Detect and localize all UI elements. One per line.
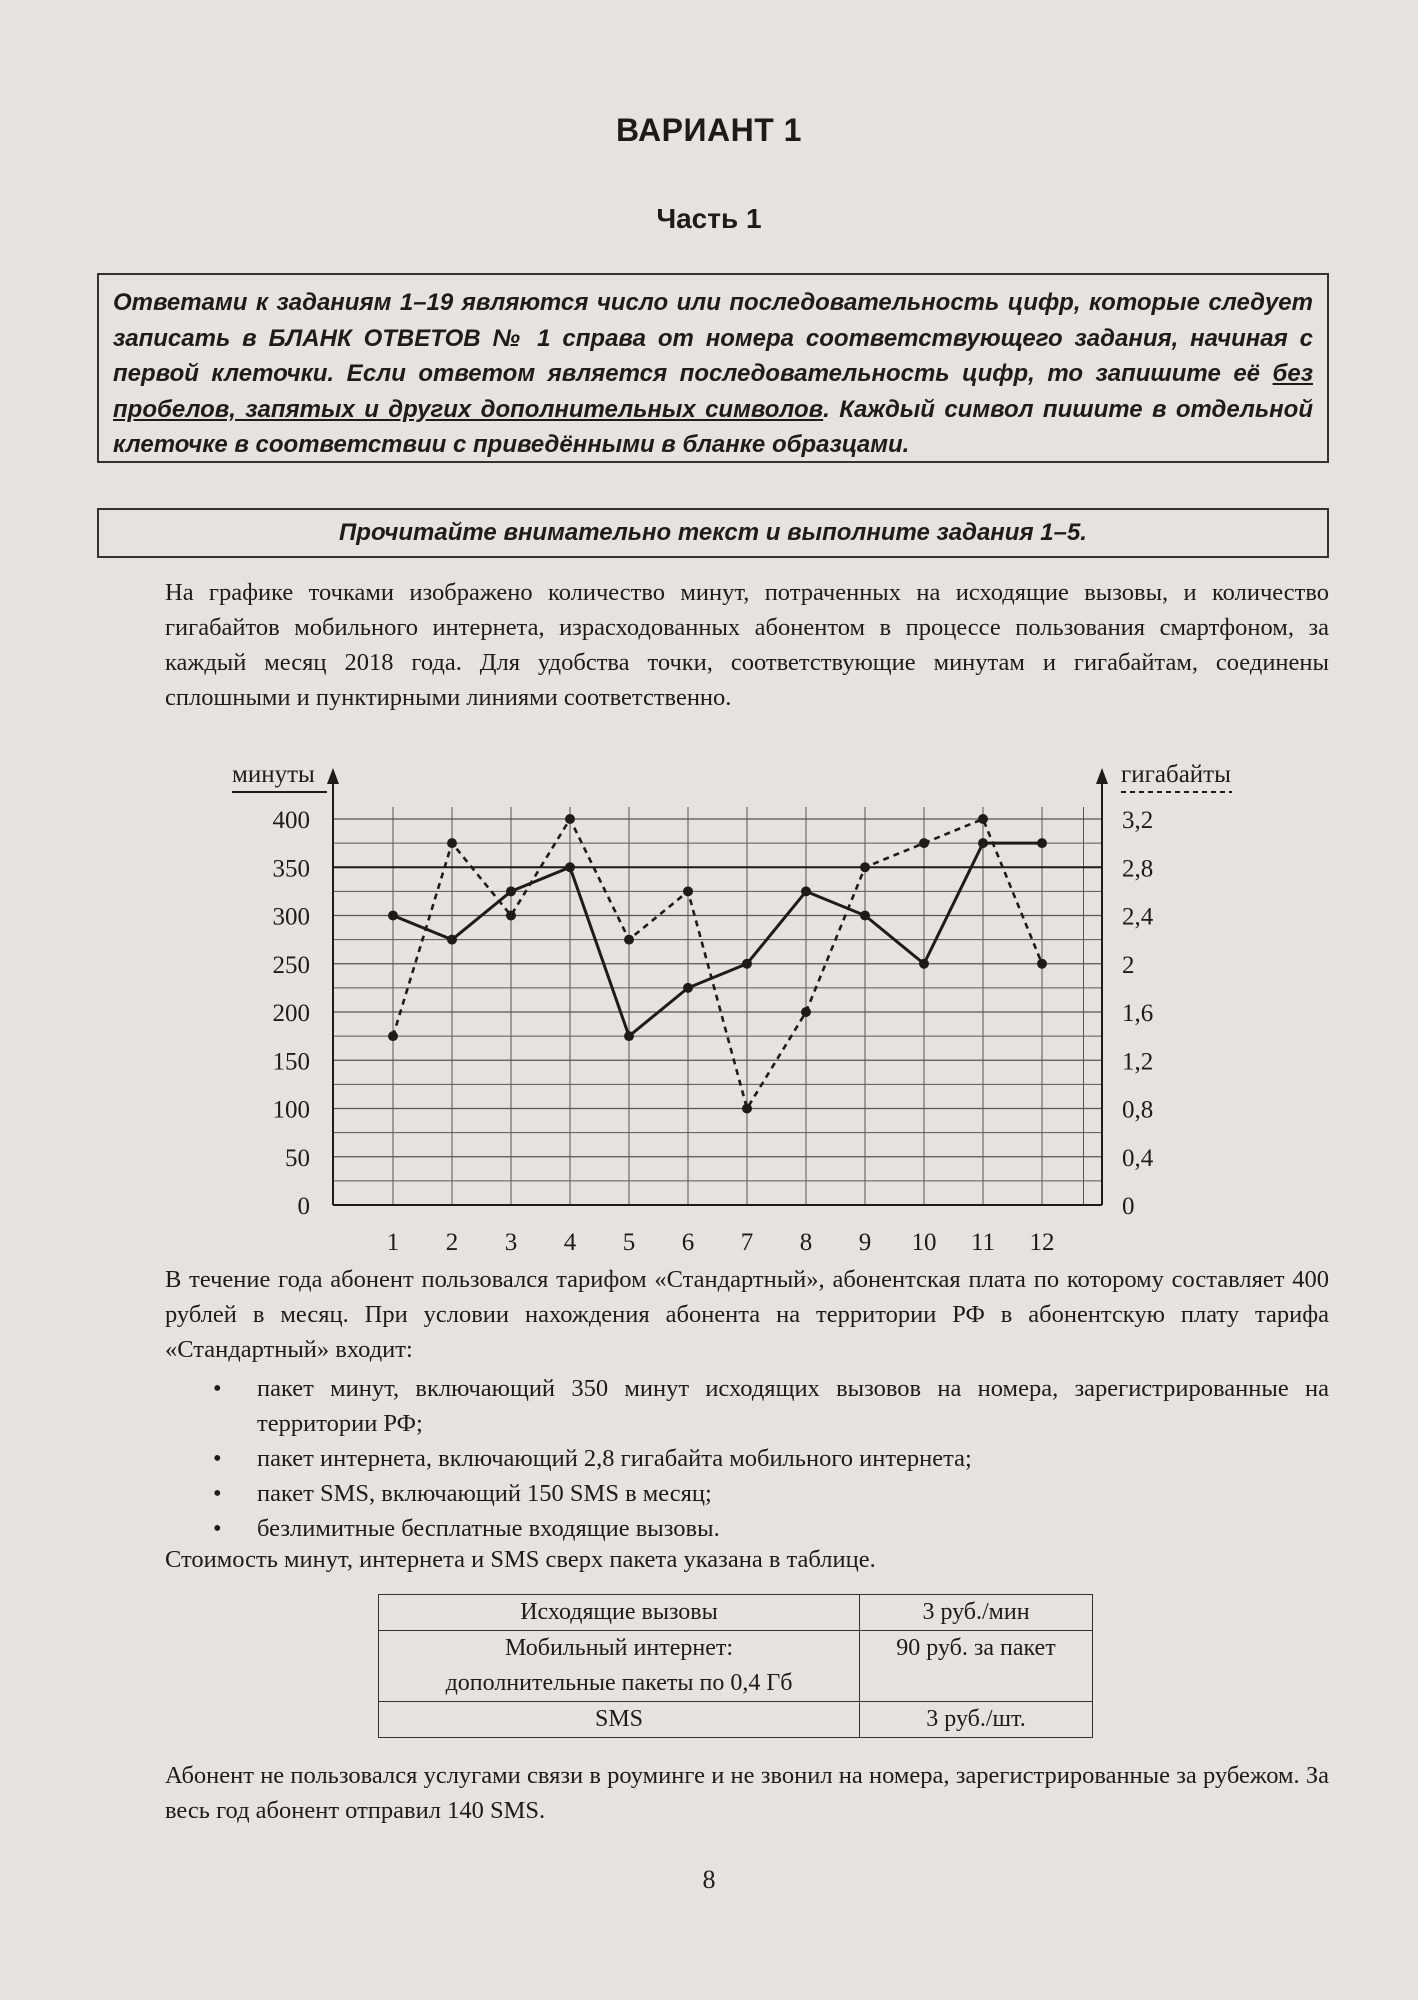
minutes-point	[801, 886, 811, 896]
right-axis-arrow-icon	[1096, 768, 1108, 784]
chart-labels	[232, 761, 1232, 1256]
chart-intro-paragraph: На графике точками изображено количество минут, потраченных на исходящие вызовы, и количество гигабайтов мобильного интернета, израсходованных абонентом в процессе пользования смартфоном, за каждый месяц 2018 года. Для удобства точки, соответствующие минутам и гигабайтам, соединены сплошными и пунктирными линиями соответственно.	[165, 579, 1329, 711]
part-title: Часть 1	[656, 203, 762, 234]
y-left-tick-label: 100	[272, 1096, 310, 1124]
y-left-tick-label: 300	[272, 903, 310, 931]
y-left-tick-label: 50	[285, 1144, 310, 1172]
y-right-tick-label: 0,8	[1122, 1096, 1154, 1124]
y-left-tick-label: 0	[297, 1193, 310, 1220]
bullet-text: пакет минут, включающий 350 минут исходящих вызовов на номера, зарегистрированные на территории РФ;	[257, 1375, 1329, 1437]
gigabytes-point	[388, 1031, 398, 1041]
gigabytes-point	[919, 838, 929, 848]
y-left-tick-label: 250	[272, 951, 310, 979]
table-cell-price: 3 руб./мин	[860, 1595, 1093, 1631]
minutes-point	[624, 1031, 634, 1041]
gigabytes-point	[742, 1104, 752, 1114]
variant-title: ВАРИАНТ 1	[616, 112, 802, 148]
gigabytes-point	[447, 838, 457, 848]
service-line: Мобильный интернет:	[504, 1635, 733, 1661]
table-cell-price: 3 руб./шт.	[860, 1702, 1093, 1738]
x-tick-label: 8	[799, 1229, 813, 1256]
gigabytes-point	[683, 886, 693, 896]
read-task-box: Прочитайте внимательно текст и выполните задания 1–5.	[97, 508, 1329, 558]
x-tick-label: 9	[858, 1229, 872, 1256]
x-tick-label: 10	[911, 1229, 937, 1256]
bullet-item	[165, 1371, 1329, 1441]
instructions-underlined: без пробелов, запятых и других дополнительных символов	[113, 360, 1313, 423]
tariff-paragraph: В течение года абонент пользовался тарифом «Стандартный», абонентская плата по которому составляет 400 рублей в месяц. При условии нахождения абонента на территории РФ в абонентскую плату тарифа «Стандартный» входит:	[165, 1266, 1329, 1363]
y-left-tick-label: 150	[272, 1048, 310, 1076]
y-left-tick-label: 400	[272, 807, 310, 834]
y-right-axis-title: гигабайты	[1121, 761, 1231, 788]
bullet-text: безлимитные бесплатные входящие вызовы.	[257, 1515, 720, 1542]
table-cell-price: 90 руб. за пакет	[860, 1631, 1093, 1702]
instructions-text-start: Ответами к заданиям 1–19 являются число или последовательность цифр, которые следует записать в БЛАНК ОТВЕТОВ № 1 справа от номера соответствующего задания, начиная с первой клеточки. Если ответом является последовательность цифр, то запишите её	[113, 289, 1313, 387]
price-table	[378, 1594, 1093, 1738]
x-tick-label: 3	[504, 1229, 518, 1256]
table-row	[379, 1595, 1093, 1631]
x-tick-label: 1	[386, 1229, 400, 1256]
minutes-point	[978, 838, 988, 848]
minutes-point	[860, 911, 870, 921]
bullet-dot: •	[213, 1515, 222, 1542]
y-left-tick-label: 350	[272, 855, 310, 883]
y-left-tick-label: 200	[272, 1000, 310, 1027]
gigabytes-point	[978, 814, 988, 824]
minutes-point	[742, 959, 752, 969]
x-tick-label: 4	[563, 1229, 577, 1256]
final-paragraph: Абонент не пользовался услугами связи в роуминге и не звонил на номера, зарегистрированные за рубежом. За весь год абонент отправил 140 SMS.	[165, 1762, 1329, 1824]
table-cell-service: SMS	[379, 1702, 860, 1738]
table-cell-service	[379, 1631, 860, 1702]
bullet-text: пакет интернета, включающий 2,8 гигабайта мобильного интернета;	[257, 1445, 972, 1472]
y-right-tick-label: 2	[1122, 951, 1135, 979]
gigabytes-point	[506, 911, 516, 921]
x-tick-label: 6	[681, 1229, 695, 1256]
x-tick-label: 5	[622, 1229, 636, 1256]
minutes-point	[388, 911, 398, 921]
bullet-dot: •	[213, 1480, 222, 1507]
table-row	[379, 1631, 1093, 1702]
left-axis-arrow-icon	[327, 768, 339, 784]
y-right-tick-label: 1,6	[1122, 1000, 1154, 1027]
y-right-tick-label: 0	[1122, 1193, 1135, 1220]
instructions-text-end: . Каждый символ пишите в отдельной клеточке в соответствии с приведёнными в бланке образцами.	[113, 395, 1313, 458]
minutes-point	[447, 935, 457, 945]
y-right-tick-label: 1,2	[1122, 1048, 1154, 1076]
x-tick-label: 2	[445, 1229, 459, 1256]
bullet-dot: •	[213, 1445, 222, 1472]
minutes-point	[1037, 838, 1047, 848]
service-line: дополнительные пакеты по 0,4 Гб	[445, 1670, 793, 1696]
gigabytes-point	[860, 862, 870, 872]
minutes-point	[565, 862, 575, 872]
gigabytes-point	[801, 1007, 811, 1017]
cost-paragraph: Стоимость минут, интернета и SMS сверх пакета указана в таблице.	[165, 1546, 876, 1573]
bullet-item	[165, 1511, 1329, 1546]
x-tick-label: 7	[740, 1229, 754, 1256]
y-right-tick-label: 0,4	[1122, 1144, 1154, 1172]
gigabytes-point	[1037, 959, 1047, 969]
y-left-axis-title: минуты	[232, 761, 315, 788]
x-tick-label: 12	[1029, 1229, 1055, 1256]
chart-axes	[327, 768, 1108, 1205]
x-tick-label: 11	[970, 1229, 996, 1256]
bullet-item	[165, 1476, 1329, 1511]
minutes-point	[919, 959, 929, 969]
minutes-point	[683, 983, 693, 993]
tariff-bullet-list	[165, 1371, 1329, 1546]
gigabytes-point	[565, 814, 575, 824]
bullet-item	[165, 1441, 1329, 1476]
y-right-tick-label: 3,2	[1122, 807, 1154, 834]
bullet-dot: •	[213, 1375, 222, 1402]
page-number: 8	[702, 1865, 716, 1894]
table-cell-service: Исходящие вызовы	[379, 1595, 860, 1631]
y-right-tick-label: 2,8	[1122, 855, 1154, 883]
bullet-text: пакет SMS, включающий 150 SMS в месяц;	[257, 1480, 712, 1507]
table-row	[379, 1702, 1093, 1738]
gigabytes-point	[624, 935, 634, 945]
y-right-tick-label: 2,4	[1122, 903, 1154, 931]
minutes-point	[506, 886, 516, 896]
